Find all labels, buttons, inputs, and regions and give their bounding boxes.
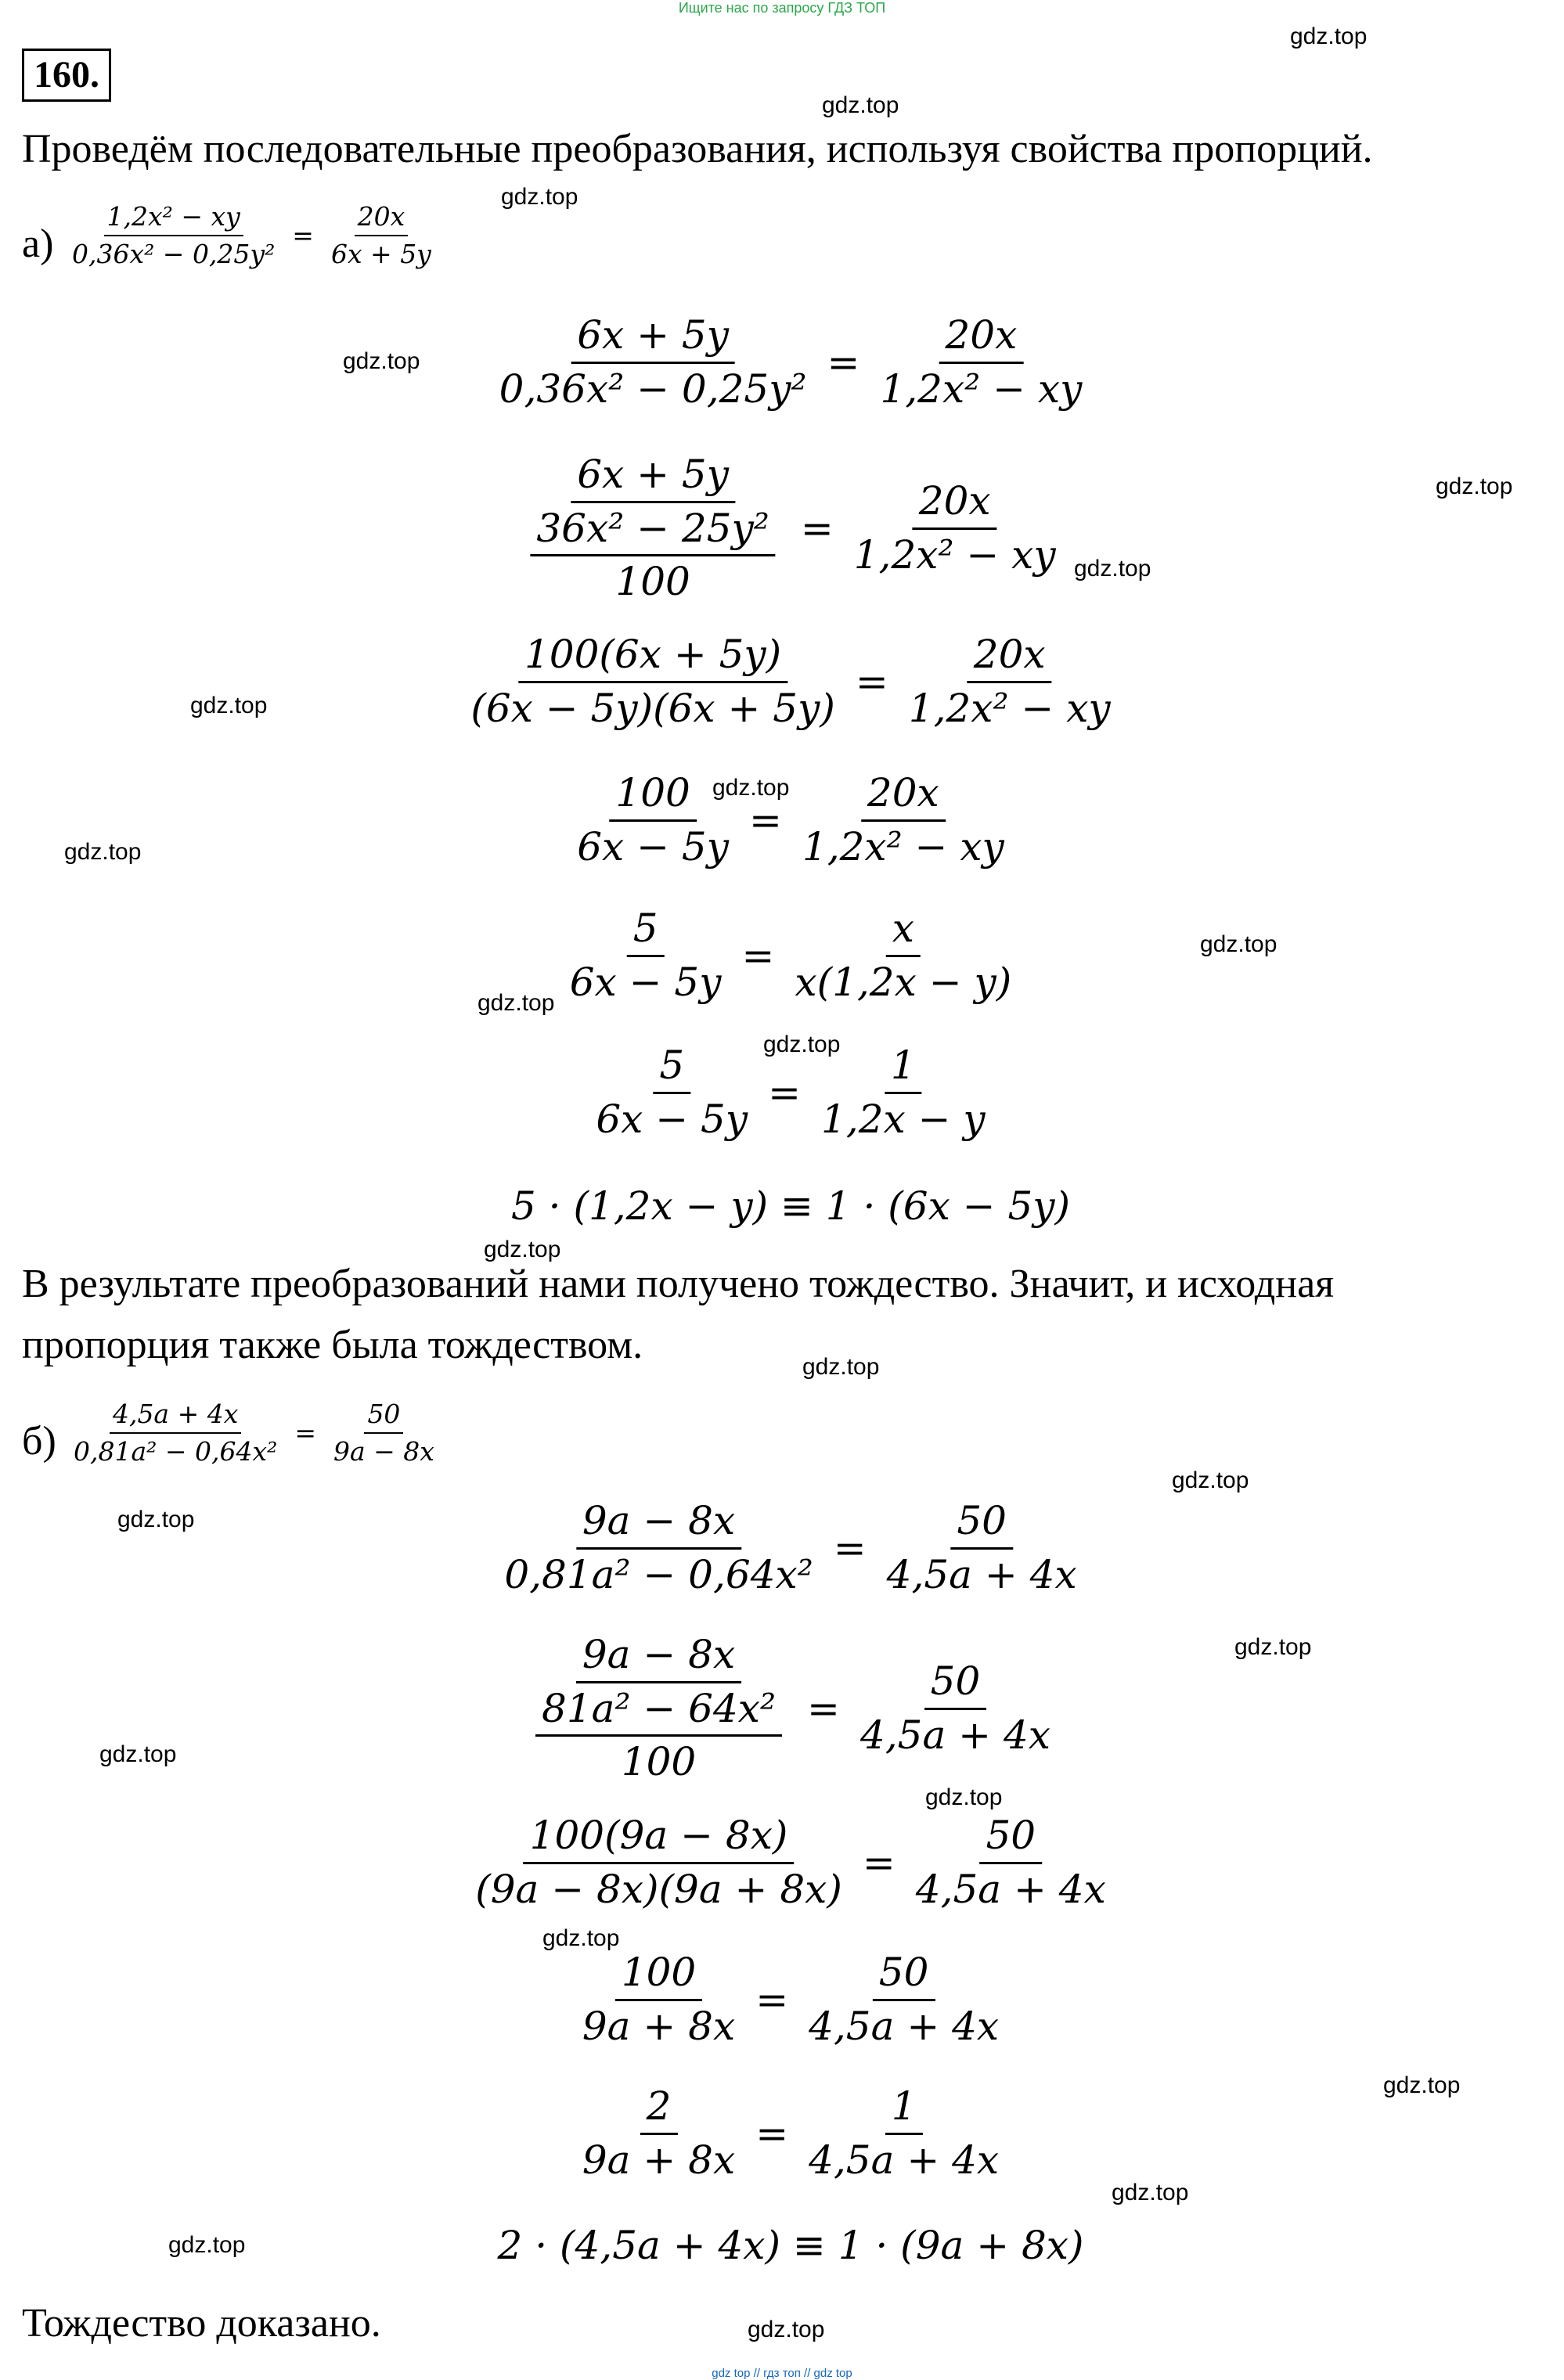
fraction-numerator: 6x + 5y	[571, 452, 735, 503]
fraction-numerator: 2	[640, 2084, 678, 2135]
fraction-numerator: 20x	[861, 771, 946, 822]
watermark: gdz.top	[1290, 23, 1368, 49]
part-a-step-5: $\frac{5}{6x - 5y}$ = $\frac{x}{x(1,2x - y)}$	[559, 906, 1023, 1005]
fraction-numerator: 4,5a + 4x	[110, 1399, 241, 1434]
watermark: gdz.top	[1200, 931, 1278, 957]
fraction-denominator: (9a − 8x)(9a + 8x)	[475, 1866, 842, 1912]
watermark: gdz.top	[802, 1354, 880, 1380]
part-a-given-equation: $\frac{\text{1,2x² − xy}}{\text{0,36x² − 0,25y²}}$ = $\frac{20x}{6x + 5y}$	[64, 202, 439, 269]
fraction-numerator: 50	[364, 1399, 403, 1434]
watermark: gdz.top	[712, 775, 790, 801]
part-b-label: б)	[22, 1419, 56, 1464]
part-b-step-1: $\frac{9a - 8x}{\text{0,81a² − 0,64x²}}$ = $\frac{50}{4,5a + 4x}$	[493, 1499, 1087, 1597]
fraction-numerator: 9a − 8x	[576, 1633, 741, 1683]
fraction-numerator: 1,2x² − xy	[104, 202, 243, 236]
fraction-numerator: 50	[979, 1813, 1042, 1864]
part-b-given-equation: $\frac{4,5a + 4x}{\text{0,81a² − 0,64x²}}$ = $\frac{50}{9a - 8x}$	[66, 1399, 442, 1467]
fraction-denominator: 1,2x² − xy	[908, 685, 1111, 731]
fraction-numerator: 20x	[939, 313, 1023, 364]
fraction-denominator: 0,36x² − 0,25y²	[72, 238, 276, 269]
fraction-denominator: 9a − 8x	[333, 1435, 434, 1467]
watermark: gdz.top	[190, 693, 268, 718]
compound-denominator	[524, 1683, 793, 1785]
fraction-numerator: 1	[885, 2084, 923, 2135]
watermark: gdz.top	[763, 1032, 841, 1057]
part-a-identity: 5 · (1,2x − y) ≡ 1 · (6x − 5y)	[510, 1183, 1071, 1229]
part-b-step-5: $\frac{2}{9a + 8x}$ = $\frac{1}{4,5a + 4x}$	[571, 2084, 1010, 2183]
fraction-denominator: 100	[621, 1739, 697, 1784]
fraction-numerator: 9a − 8x	[576, 1499, 741, 1550]
fraction-numerator: 100	[615, 1950, 702, 2001]
watermark: gdz.top	[501, 184, 578, 210]
watermark: gdz.top	[168, 2232, 246, 2258]
watermark: gdz.top	[1383, 2072, 1461, 2098]
fraction-denominator: 0,36x² − 0,25y²	[499, 365, 807, 412]
fraction-denominator: 9a + 8x	[582, 2003, 736, 2049]
watermark: gdz.top	[1172, 1467, 1249, 1493]
watermark: gdz.top	[484, 1237, 561, 1262]
fraction-numerator: 20x	[913, 479, 997, 530]
part-a-conclusion-line-2: пропорция также была тождеством.	[22, 1323, 643, 1367]
fraction-denominator: 1,2x² − xy	[880, 365, 1083, 412]
footer-note: gdz top // гдз топ // gdz top	[712, 2367, 852, 2380]
fraction-denominator: 0,81a² − 0,64x²	[504, 1551, 813, 1597]
fraction-numerator: 100(9a − 8x)	[524, 1813, 795, 1864]
watermark: gdz.top	[1436, 473, 1513, 499]
fraction-numerator: 100(6x + 5y)	[518, 632, 787, 683]
fraction-denominator: 1,2x² − xy	[853, 531, 1056, 578]
part-b-step-2: $\frac{9a - 8x}{\frac{\text{81a² − 64x²}}{100}}$ = $\frac{50}{4,5a + 4x}$	[520, 1633, 1061, 1785]
fraction-denominator: 9a + 8x	[582, 2137, 736, 2183]
fraction-denominator: 4,5a + 4x	[859, 1712, 1050, 1758]
fraction-numerator: 20x	[355, 202, 409, 236]
part-a-step-6: $\frac{5}{6x - 5y}$ = $\frac{1}{1,2x - y}$	[585, 1043, 996, 1142]
watermark: gdz.top	[1234, 1634, 1312, 1660]
fraction-numerator: x	[886, 906, 921, 957]
fraction-numerator: 50	[924, 1659, 987, 1710]
fraction-denominator: x(1,2x − y)	[795, 959, 1012, 1005]
watermark: gdz.top	[343, 348, 420, 374]
part-a-step-3: $\frac{100(6x + 5y)}{(6x - 5y)(6x + 5y)}$ = $\frac{20x}{\text{1,2x² − xy}}$	[459, 632, 1121, 731]
fraction-denominator: 6x − 5y	[577, 823, 729, 870]
fraction-denominator: 4,5a + 4x	[809, 2003, 1000, 2049]
watermark: gdz.top	[1112, 2180, 1189, 2205]
fraction-denominator: 4,5a + 4x	[915, 1866, 1106, 1912]
task-number: 160.	[22, 49, 111, 102]
fraction-numerator: 36x² − 25y²	[530, 506, 775, 557]
fraction-denominator: 0,81a² − 0,64x²	[74, 1435, 278, 1467]
intro-text: Проведём последовательные преобразования, используя свойства пропорций.	[22, 127, 1373, 171]
watermark: gdz.top	[748, 2317, 825, 2342]
fraction-numerator: 5	[627, 906, 665, 957]
compound-denominator	[519, 503, 786, 605]
fraction-denominator: 4,5a + 4x	[809, 2137, 1000, 2183]
part-b-identity: 2 · (4,5a + 4x) ≡ 1 · (9a + 8x)	[497, 2223, 1084, 2268]
fraction-numerator: 50	[873, 1950, 935, 2001]
watermark: gdz.top	[64, 839, 142, 865]
part-a-step-2: $\frac{6x + 5y}{\frac{\text{36x² − 25y²}}{100}}$ = $\frac{20x}{\text{1,2x² − xy}}$	[514, 452, 1066, 605]
fraction-denominator: 6x + 5y	[330, 238, 431, 269]
fraction-numerator: 20x	[968, 632, 1052, 683]
fraction-denominator: 4,5a + 4x	[886, 1551, 1077, 1597]
watermark: gdz.top	[822, 92, 899, 118]
fraction-denominator: 6x − 5y	[569, 959, 722, 1005]
fraction-numerator: 81a² − 64x²	[535, 1687, 782, 1737]
part-a-label: а)	[22, 221, 54, 266]
watermark: gdz.top	[542, 1925, 620, 1951]
fraction-numerator: 50	[950, 1499, 1013, 1550]
fraction-numerator: 5	[653, 1043, 690, 1094]
fraction-denominator: 6x − 5y	[596, 1096, 748, 1142]
watermark: gdz.top	[1074, 556, 1151, 581]
fraction-denominator: 1,2x − y	[821, 1096, 986, 1142]
fraction-numerator: 6x + 5y	[571, 313, 735, 364]
part-b-conclusion: Тождество доказано.	[22, 2301, 381, 2346]
header-search-note: Ищите нас по запросу ГДЗ ТОП	[678, 0, 886, 16]
part-a-conclusion-line-1: В результате преобразований нами получено тождество. Значит, и исходная	[22, 1262, 1335, 1306]
part-a-step-4: $\frac{100}{6x - 5y}$ = $\frac{20x}{\text{1,2x² − xy}}$	[566, 771, 1015, 870]
fraction-numerator: 100	[609, 771, 696, 822]
watermark: gdz.top	[477, 990, 555, 1016]
fraction-numerator: 1	[885, 1043, 922, 1094]
fraction-denominator: (6x − 5y)(6x + 5y)	[470, 685, 835, 731]
part-b-step-4: $\frac{100}{9a + 8x}$ = $\frac{50}{4,5a + 4x}$	[571, 1950, 1010, 2049]
watermark: gdz.top	[117, 1507, 195, 1532]
watermark: gdz.top	[99, 1741, 177, 1767]
part-b-step-3: $\frac{100(9a - 8x)}{(9a - 8x)(9a + 8x)}$ = $\frac{50}{4,5a + 4x}$	[464, 1813, 1117, 1912]
part-a-step-1: $\frac{6x + 5y}{\text{0,36x² − 0,25y²}}$ = $\frac{20x}{\text{1,2x² − xy}}$	[488, 313, 1094, 412]
watermark: gdz.top	[925, 1784, 1003, 1810]
fraction-denominator: 100	[615, 559, 690, 604]
fraction-denominator: 1,2x² − xy	[802, 823, 1004, 870]
